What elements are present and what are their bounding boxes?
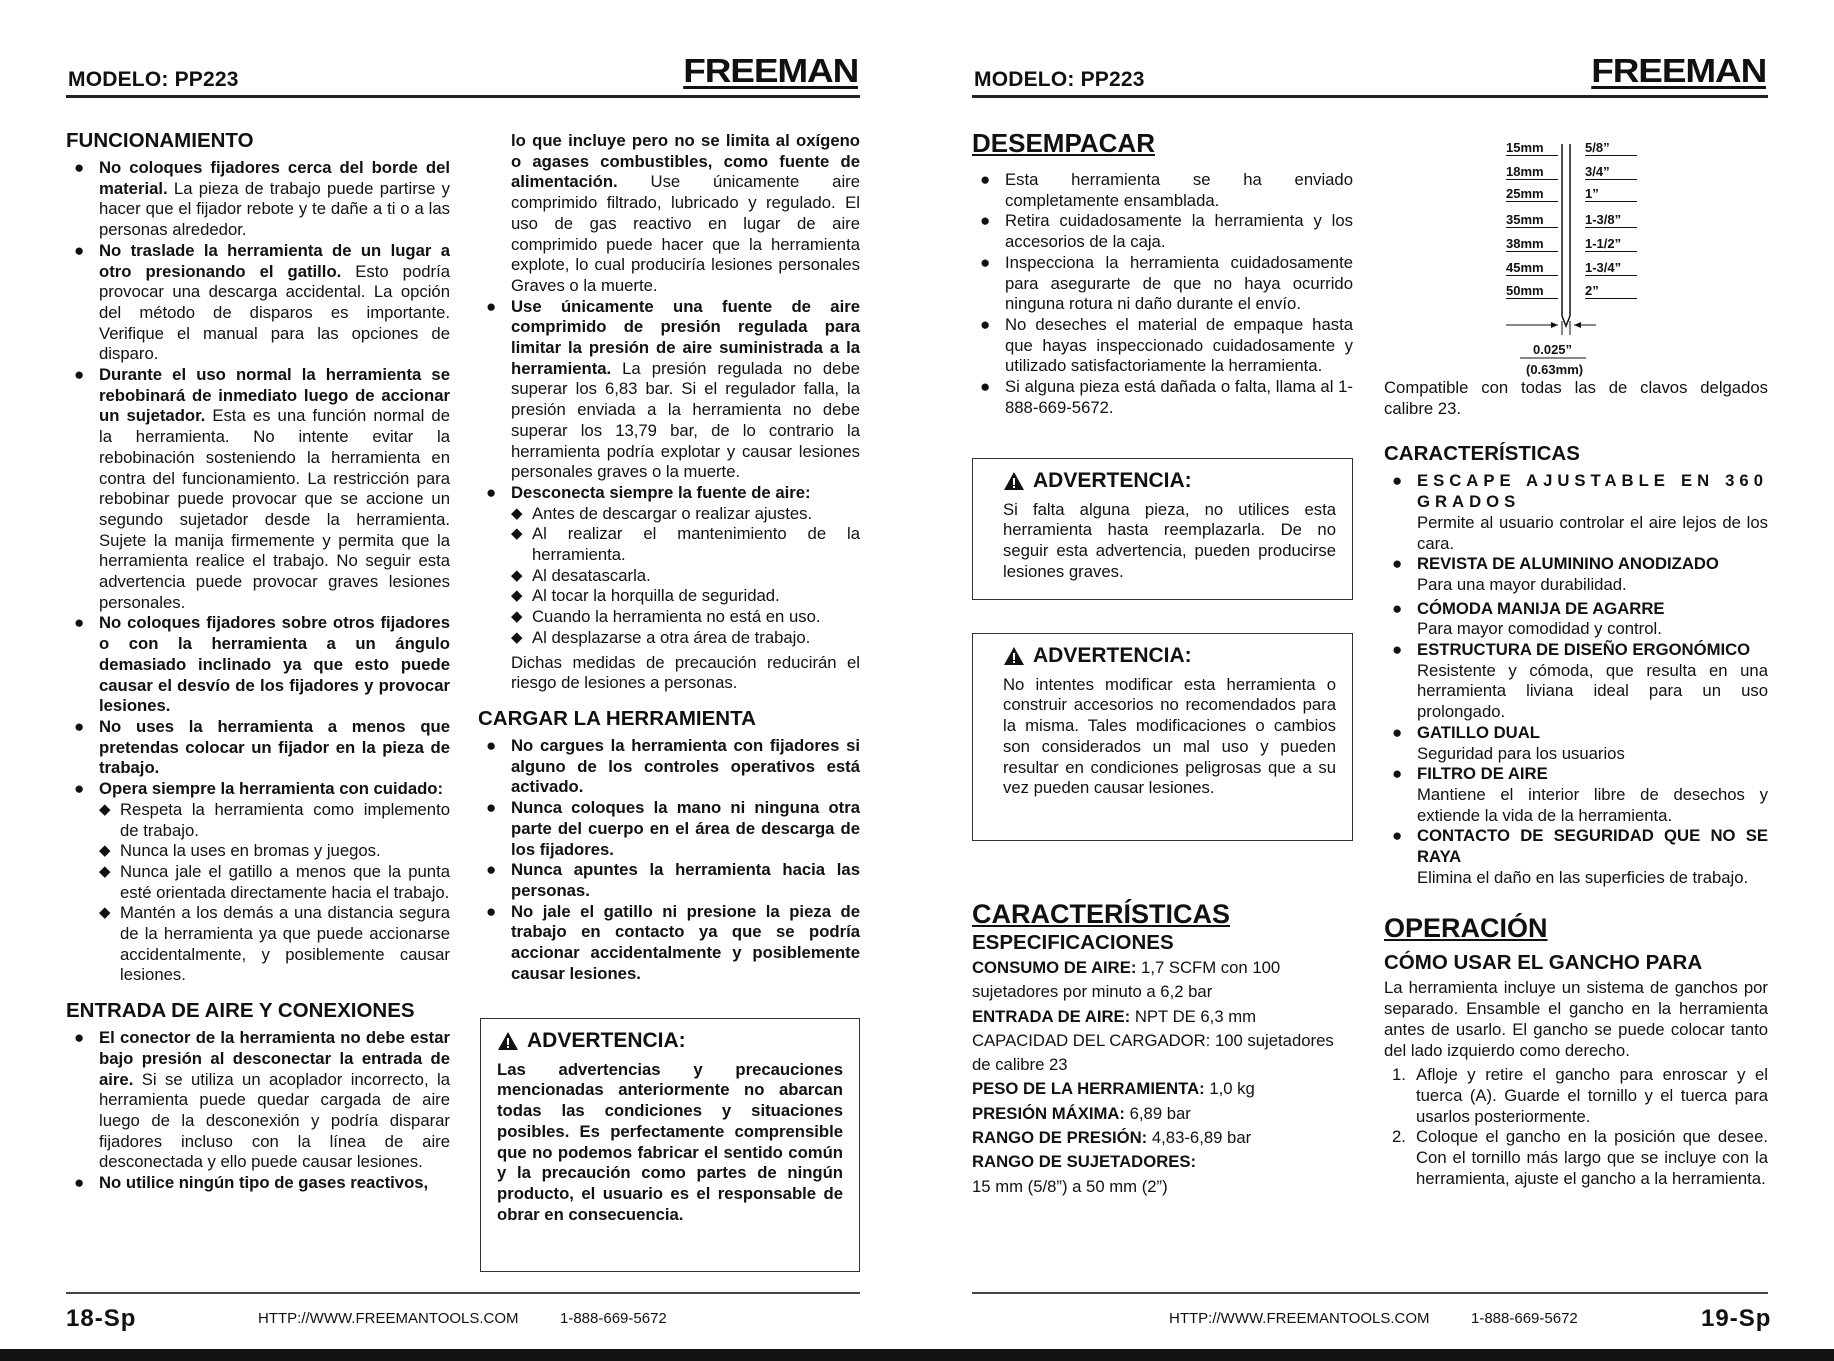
footer-phone: 1-888-669-5672 — [560, 1310, 667, 1327]
scan-bottom-band — [0, 1349, 1834, 1361]
step-item: 2. Coloque el gancho en la posición que desee. Con el tornillo más largo que se incluye con la herramienta, ajuste el gancho a la herramienta. — [1392, 1127, 1768, 1188]
list-item: ● Use únicamente una fuente de aire comprimido de presión regulada para limitar la presión de aire suministrada a la herramienta. La presión regulada no debe superar los 6,83 bar. Si el regulador falla, la presión enviada a la herramienta no debe superar los 13,79 bar, de lo contrario la herramienta podría explotar y causar lesiones personales graves o la muerte. — [478, 297, 860, 483]
warning-title: ADVERTENCIA: — [497, 1031, 843, 1052]
sub-list-item: ◆ Nunca jale el gatillo a menos que la punta esté orientada directamente hacia el trabajo. — [99, 862, 450, 903]
feature-item: ● ESCAPE AJUSTABLE EN 360 GRADOS Permite al usuario controlar el aire lejos de los cara. — [1384, 471, 1768, 554]
spec-row: CONSUMO DE AIRE: 1,7 SCFM con 100 sujetadores por minuto a 6,2 bar — [972, 958, 1281, 1002]
compatibility-text: Compatible con todas las de clavos delgados calibre 23. — [1384, 378, 1768, 418]
sub-list-item: ◆ Al tocar la horquilla de seguridad. — [511, 586, 860, 607]
list-item: ● No utilice ningún tipo de gases reactivos, — [66, 1173, 450, 1194]
desempacar-list — [972, 170, 1353, 418]
ruler-mm-label: 18mm — [1506, 164, 1558, 180]
feature-item: ● REVISTA DE ALUMININO ANODIZADO Para una mayor durabilidad. — [1384, 554, 1768, 595]
ruler-mm-label: 45mm — [1506, 260, 1558, 276]
freeman-logo: FREEMAN — [1591, 51, 1766, 89]
warning-text: Las advertencias y precauciones mencionadas anteriormente no abarcan todas las condiciones y situaciones posibles. Es perfectamente comprensible que no podemos fabricar el sentido común y la precaución como partes de ningún producto, el usuario es el responsable de obrar en consecuencia. — [497, 1059, 843, 1224]
list-item: ● Esta herramienta se ha enviado completamente ensamblada. — [972, 170, 1353, 211]
freeman-logo: FREEMAN — [683, 51, 858, 89]
nail-size-diagram — [1500, 140, 1640, 390]
sub-list-item: ◆ Mantén a los demás a una distancia segura de la herramienta ya que puede accionarse accidentalmente, y posiblemente causar lesiones. — [99, 903, 450, 986]
sub-list-item: ◆ Respeta la herramienta como implemento de trabajo. — [99, 800, 450, 841]
list-item: ● No deseches el material de empaque hasta que hayas inspeccionado cuidadosamente y utilizado satisfactoriamente la herramienta. — [972, 315, 1353, 377]
warning-text: No intentes modificar esta herramienta o construir accesorios no recomendados para la misma. Tales modificaciones o cambios son considerados un mal uso y pueden resultar en condiciones peligrosas que a su vez pueden causar lesiones. — [1003, 674, 1336, 798]
right-column-1 — [972, 128, 1353, 418]
feature-item: ● ESTRUCTURA DE DISEÑO ERGONÓMICO Resistente y cómoda, que resulta en una herramienta liviana ideal para un uso prolongado. — [1384, 640, 1768, 723]
feature-item: ● CÓMODA MANIJA DE AGARRE Para mayor comodidad y control. — [1384, 599, 1768, 640]
warning-text: Si falta alguna pieza, no utilices esta herramienta hasta reemplazarla. De no seguir esta advertencia, pueden producirse lesiones graves. — [1003, 499, 1336, 581]
warning-box — [480, 1018, 860, 1272]
footer-url: HTTP://WWW.FREEMANTOOLS.COM — [258, 1310, 519, 1327]
left-column-2 — [478, 131, 860, 984]
list-item: ● Opera siempre la herramienta con cuidado: ◆ Respeta la herramienta como implemento de trabajo. ◆ Nunca la uses en bromas y juegos. ◆ Nunca jale el gatillo a menos que la punta esté orientada directamente hacia el trabajo. ◆ Mantén a los demás a una distancia segura de la herramienta ya que puede accionarse accidentalmente, y posiblemente causar lesiones. — [66, 779, 450, 986]
operation-steps — [1384, 1065, 1768, 1189]
air-supply-list — [478, 297, 860, 649]
warning-box-modification — [972, 633, 1353, 841]
precaution-note: Dichas medidas de precaución reducirán el riesgo de lesiones a personas. — [511, 652, 860, 693]
ruler-inch-label: 1-1/2” — [1585, 236, 1637, 252]
gauge-inch-label: 0.025” — [1533, 342, 1573, 357]
operation-intro: La herramienta incluye un sistema de ganchos por separado. Ensamble el gancho en la herramienta antes de usarlo. El gancho se puede colocar tanto del lado izquierdo como derecho. — [1384, 978, 1768, 1060]
list-item: ● Retira cuidadosamente la herramienta y los accesorios de la caja. — [972, 211, 1353, 252]
sub-list-item: ◆ Al desplazarse a otra área de trabajo. — [511, 628, 860, 649]
spec-list — [972, 956, 1353, 1199]
ruler-inch-label: 1-3/4” — [1585, 260, 1637, 276]
spec-row: PESO DE LA HERRAMIENTA: 1,0 kg — [972, 1079, 1255, 1099]
ruler-inch-label: 1-3/8” — [1585, 212, 1637, 228]
section-title-funcionamiento: FUNCIONAMIENTO — [66, 129, 254, 152]
ruler-mm-label: 35mm — [1506, 212, 1558, 228]
ruler-inch-label: 5/8” — [1585, 140, 1637, 156]
ruler-mm-label: 50mm — [1506, 283, 1558, 299]
ruler-mm-label: 25mm — [1506, 186, 1558, 202]
warning-box-missing-parts — [972, 458, 1353, 600]
list-item: ● Inspecciona la herramienta cuidadosamente para asegurarte de que no haya ocurrido ninguna rotura ni daño durante el envío. — [972, 253, 1353, 315]
right-page — [917, 0, 1834, 1361]
section-title-caracteristicas: CARACTERÍSTICAS — [972, 899, 1231, 929]
footer-rule — [972, 1292, 1768, 1294]
ruler-inch-label: 1” — [1585, 186, 1637, 202]
page-header — [66, 50, 860, 98]
sub-list — [99, 800, 450, 986]
footer-rule — [66, 1292, 860, 1294]
list-item: ● No uses la herramienta a menos que pretendas colocar un fijador en la pieza de trabajo. — [66, 717, 450, 779]
sub-list-item: ◆ Nunca la uses en bromas y juegos. — [99, 841, 450, 862]
spec-row: PRESIÓN MÁXIMA: 6,89 bar — [972, 1103, 1191, 1123]
feature-item: ● CONTACTO DE SEGURIDAD QUE NO SE RAYA Elimina el daño en las superficies de trabajo. — [1384, 826, 1768, 888]
warning-title: ADVERTENCIA: — [1003, 471, 1336, 492]
list-item: ● No coloques fijadores sobre otros fijadores o con la herramienta a un ángulo demasiado inclinado ya que esto puede causar el desvío de los fijadores y provocar lesiones. — [66, 613, 450, 717]
sub-list-item: ◆ Antes de descargar o realizar ajustes. — [511, 504, 860, 525]
gauge-mm-label: (0.63mm) — [1526, 362, 1584, 377]
footer-phone: 1-888-669-5672 — [1471, 1310, 1578, 1327]
features-list — [1384, 471, 1768, 888]
warning-title: ADVERTENCIA: — [1003, 646, 1336, 667]
section-title-cargar: CARGAR LA HERRAMIENTA — [478, 706, 756, 730]
page-header — [972, 50, 1768, 98]
list-item: ● El conector de la herramienta no debe estar bajo presión al desconectar la entrada de aire. Si se utiliza un acoplador incorrecto, la herramienta puede quedar cargada de aire luego de la desconexión y podría disparar fijadores incluso con la línea de aire desconectada y ello puede causar lesiones. — [66, 1028, 450, 1173]
model-label: MODELO: PP223 — [68, 68, 239, 91]
warning-triangle-icon — [1003, 471, 1025, 491]
hook-subtitle: CÓMO USAR EL GANCHO PARA — [1384, 951, 1703, 975]
spec-row: RANGO DE PRESIÓN: 4,83-6,89 bar — [972, 1128, 1252, 1148]
section-title-operacion: OPERACIÓN — [1384, 913, 1548, 944]
specifications-block — [972, 898, 1353, 1199]
ruler-inch-label: 3/4” — [1585, 164, 1637, 180]
features-title: CARACTERÍSTICAS — [1384, 442, 1580, 466]
spec-row: RANGO DE SUJETADORES: — [972, 1152, 1197, 1172]
page-number: 18-Sp — [66, 1305, 137, 1332]
sub-list-item: ◆ Al realizar el mantenimiento de la herramienta. — [511, 524, 860, 565]
list-item: ● Nunca apuntes la herramienta hacia las personas. — [478, 860, 860, 901]
specifications-subtitle: ESPECIFICACIONES — [972, 931, 1174, 954]
ruler-mm-label: 38mm — [1506, 236, 1558, 252]
footer-url: HTTP://WWW.FREEMANTOOLS.COM — [1169, 1310, 1430, 1327]
cargar-list — [478, 736, 860, 984]
list-item: ● No coloques fijadores cerca del borde del material. La pieza de trabajo puede partirse y hacer que el fijador rebote y te dañe a ti o a las personas alrededor. — [66, 158, 450, 241]
spec-range: 15 mm (5/8”) a 50 mm (2”) — [972, 1176, 1168, 1196]
list-item: ● Si alguna pieza está dañada o falta, llama al 1-888-669-5672. — [972, 377, 1353, 418]
list-item: ● Nunca coloques la mano ni ninguna otra parte del cuerpo en el área de descarga de los fijadores. — [478, 798, 860, 860]
funcionamiento-list — [66, 158, 450, 986]
section-title-desempacar: DESEMPACAR — [972, 128, 1155, 158]
page-number: 19-Sp — [1701, 1305, 1772, 1332]
right-column-2 — [1384, 378, 1768, 1190]
section-title-entrada: ENTRADA DE AIRE Y CONEXIONES — [66, 999, 415, 1023]
warning-triangle-icon — [497, 1031, 519, 1051]
continued-paragraph: lo que incluye pero no se limita al oxígeno o agases combustibles, como fuente de alimentación. Use únicamente aire comprimido filtrado, lubricado y regulado. El uso de gas reactivo en lugar de aire comprimido puede hacer que la herramienta explote, lo cual produciría lesiones personales Graves o la muerte. — [511, 131, 860, 295]
ruler-mm-label: 15mm — [1506, 140, 1558, 156]
list-item: ● No jale el gatillo ni presione la pieza de trabajo en contacto ya que se podría accionar accidentalmente y posiblemente causar lesiones. — [478, 902, 860, 985]
spec-row: CAPACIDAD DEL CARGADOR: 100 sujetadores de calibre 23 — [972, 1030, 1334, 1075]
feature-item: ● GATILLO DUAL Seguridad para los usuarios — [1384, 723, 1768, 764]
spec-row: ENTRADA DE AIRE: NPT DE 6,3 mm — [972, 1006, 1257, 1026]
ruler-inch-label: 2” — [1585, 283, 1637, 299]
model-label: MODELO: PP223 — [974, 68, 1145, 91]
warning-triangle-icon — [1003, 646, 1025, 666]
list-item: ● Desconecta siempre la fuente de aire: ◆ Antes de descargar o realizar ajustes. ◆ Al realizar el mantenimiento de la herramienta. ◆ Al desatascarla. ◆ Al tocar la horquilla de seguridad. ◆ Cuando la herramienta no está en uso. ◆ Al desplazarse a otra área de trabajo. — [478, 483, 860, 649]
feature-item: ● FILTRO DE AIRE Mantiene el interior libre de desechos y extiende la vida de la herramienta. — [1384, 764, 1768, 826]
sub-list-item: ◆ Cuando la herramienta no está en uso. — [511, 607, 860, 628]
list-item: ● No traslade la herramienta de un lugar a otro presionando el gatillo. Esto podría provocar una descarga accidental. La opción del método de disparos es importante. Verifique el manual para las opciones de disparo. — [66, 241, 450, 365]
step-item: 1. Afloje y retire el gancho para enroscar y el tuerca (A). Guarde el tornillo y el tuerca para usarlos posteriormente. — [1392, 1065, 1768, 1126]
left-column-1 — [66, 130, 450, 1194]
sub-list — [511, 504, 860, 649]
list-item: ● No cargues la herramienta con fijadores si alguno de los controles operativos está activado. — [478, 736, 860, 798]
sub-list-item: ◆ Al desatascarla. — [511, 566, 860, 587]
entrada-list — [66, 1028, 450, 1194]
list-item: ● Durante el uso normal la herramienta se rebobinará de inmediato luego de accionar un sujetador. Esta es una función normal de la herramienta. No intente evitar la rebobinación sosteniendo la herramienta en contra del funcionamiento. La restricción para rebobinar puede provocar que se accione un segundo sujetador desde la herramienta. Sujete la manija firmemente y permita que la herramienta realice el trabajo. No seguir esta advertencia puede provocar graves lesiones personales. — [66, 365, 450, 613]
